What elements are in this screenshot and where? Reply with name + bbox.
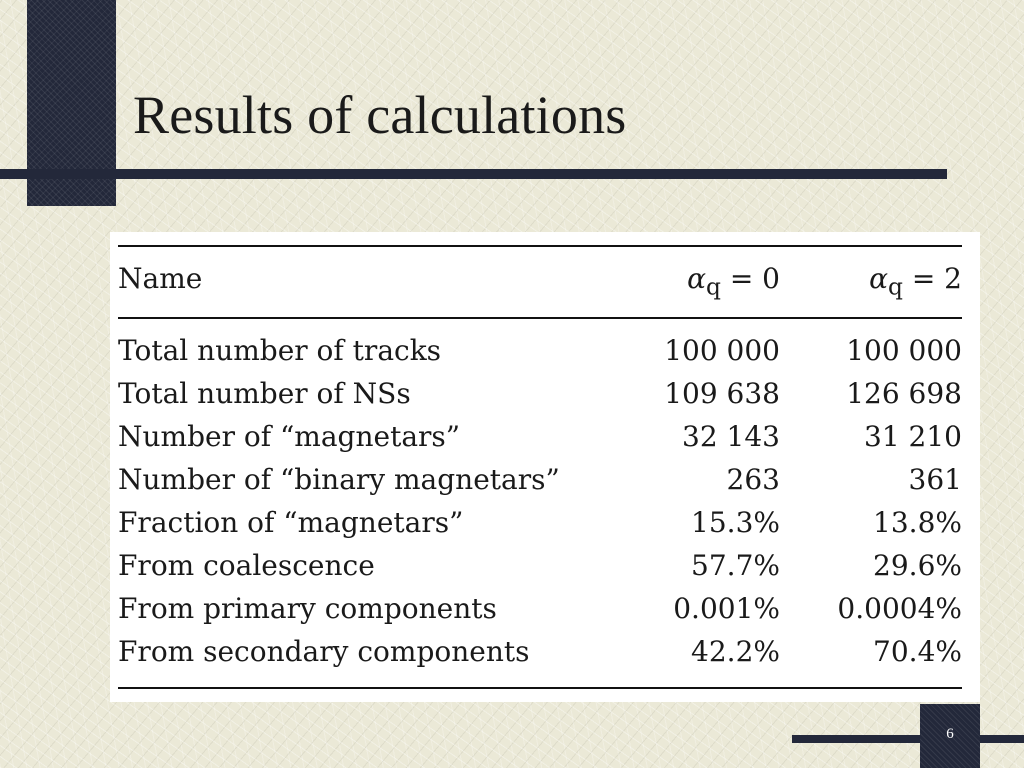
row-value-alpha0: 263 (726, 463, 780, 496)
title-underline (0, 169, 947, 179)
row-name: From coalescence (118, 549, 375, 582)
table-row (118, 506, 962, 548)
table-header-rule (118, 317, 962, 319)
row-name: Total number of tracks (118, 334, 442, 367)
page-number: 6 (946, 726, 954, 742)
row-value-alpha2: 100 000 (846, 334, 962, 367)
row-name: From secondary components (118, 635, 530, 668)
table-row (118, 377, 962, 419)
row-value-alpha0: 57.7% (691, 549, 780, 582)
row-value-alpha0: 42.2% (691, 635, 780, 668)
row-value-alpha0: 32 143 (682, 420, 780, 453)
header-name: Name (118, 262, 203, 295)
slide-title: Results of calculations (133, 85, 627, 145)
row-value-alpha2: 31 210 (864, 420, 962, 453)
row-name: Total number of NSs (118, 377, 411, 410)
page-number-box (920, 704, 980, 768)
table-row (118, 549, 962, 591)
row-value-alpha0: 0.001% (673, 592, 780, 625)
row-value-alpha2: 126 698 (846, 377, 962, 410)
row-value-alpha2: 29.6% (873, 549, 962, 582)
table-header-row (118, 262, 962, 304)
header-alpha-q-0: $\alpha_q = 0$ (687, 262, 780, 301)
row-value-alpha2: 13.8% (873, 506, 962, 539)
row-name: Number of “magnetars” (118, 420, 461, 453)
row-value-alpha2: 70.4% (873, 635, 962, 668)
row-value-alpha2: 361 (908, 463, 962, 496)
table-row (118, 463, 962, 505)
header-alpha-q-2: $\alpha_q = 2$ (869, 262, 962, 301)
row-name: Fraction of “magnetars” (118, 506, 464, 539)
table-row (118, 420, 962, 462)
table-bottom-rule (118, 687, 962, 689)
results-table (110, 232, 980, 702)
table-row (118, 592, 962, 634)
table-top-rule (118, 245, 962, 247)
row-value-alpha0: 109 638 (664, 377, 780, 410)
row-value-alpha0: 15.3% (691, 506, 780, 539)
row-value-alpha0: 100 000 (664, 334, 780, 367)
row-name: From primary components (118, 592, 497, 625)
table-row (118, 635, 962, 677)
row-name: Number of “binary magnetars” (118, 463, 560, 496)
footer-rule (792, 735, 1024, 743)
table-row (118, 334, 962, 376)
row-value-alpha2: 0.0004% (837, 592, 962, 625)
